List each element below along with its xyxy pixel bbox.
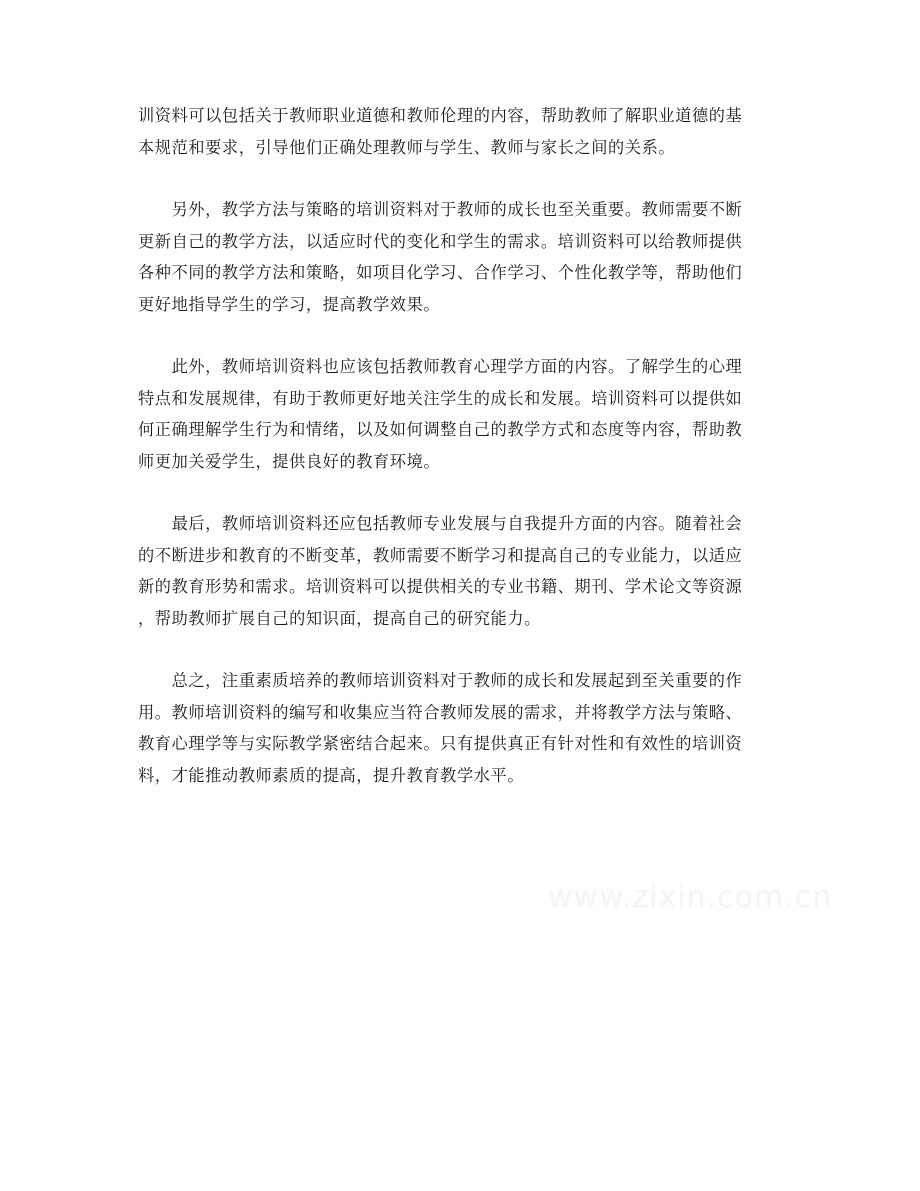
text-line: 本规范和要求，引导他们正确处理教师与学生、教师与家长之间的关系。 <box>138 137 676 157</box>
document-body <box>138 100 786 822</box>
text-line: 料，才能推动教师素质的提高，提升教育教学水平。 <box>138 765 525 785</box>
watermark: www.zixin.com.cn <box>548 880 833 915</box>
text-line: 最后，教师培训资料还应包括教师专业发展与自我提升方面的内容。随着社会 <box>138 514 743 533</box>
paragraph-3 <box>138 351 786 477</box>
text-line: 的不断进步和教育的不断变革，教师需要不断学习和提高自己的专业能力，以适应 <box>138 545 743 565</box>
text-line: 此外，教师培训资料也应该包括教师教育心理学方面的内容。了解学生的心理 <box>138 357 743 376</box>
text-line: 各种不同的教学方法和策略，如项目化学习、合作学习、个性化教学等，帮助他们 <box>138 263 743 282</box>
text-line: ，帮助教师扩展自己的知识面，提高自己的研究能力。 <box>138 608 541 628</box>
text-line: 特点和发展规律，有助于教师更好地关注学生的成长和发展。培训资料可以提供如 <box>138 388 743 408</box>
text-line: 新的教育形势和需求。培训资料可以提供相关的专业书籍、期刊、学术论文等资源 <box>138 577 743 596</box>
text-line: 总之，注重素质培养的教师培训资料对于教师的成长和发展起到至关重要的作 <box>138 671 743 690</box>
text-line: 更好地指导学生的学习，提高教学效果。 <box>138 294 441 314</box>
text-line: 另外，教学方法与策略的培训资料对于教师的成长也至关重要。教师需要不断 <box>138 200 743 219</box>
text-line: 用。教师培训资料的编写和收集应当符合教师发展的需求，并将教学方法与策略、 <box>138 702 743 722</box>
text-line: 更新自己的教学方法，以适应时代的变化和学生的需求。培训资料可以给教师提供 <box>138 231 743 251</box>
paragraph-1 <box>138 100 786 163</box>
paragraph-2 <box>138 194 786 320</box>
text-line: 训资料可以包括关于教师职业道德和教师伦理的内容，帮助教师了解职业道德的基 <box>138 106 743 125</box>
text-line: 师更加关爱学生，提供良好的教育环境。 <box>138 451 441 471</box>
text-line: 教育心理学等与实际教学紧密结合起来。只有提供真正有针对性和有效性的培训资 <box>138 734 743 753</box>
paragraph-5 <box>138 665 786 791</box>
text-line: 何正确理解学生行为和情绪，以及如何调整自己的教学方式和态度等内容，帮助教 <box>138 420 743 439</box>
paragraph-4 <box>138 508 786 634</box>
